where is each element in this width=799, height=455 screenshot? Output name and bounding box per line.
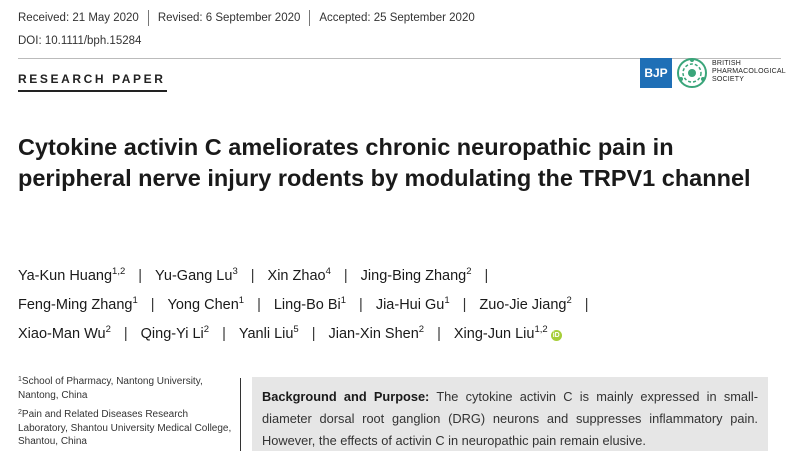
- author-list: [18, 262, 788, 349]
- received-date: Received: 21 May 2020: [18, 12, 139, 24]
- author-separator: |: [311, 326, 316, 342]
- author-name[interactable]: Yu-Gang Lu$^3$: [155, 266, 238, 284]
- author-name[interactable]: Ling-Bo Bi$^1$: [273, 295, 347, 313]
- affiliations: [18, 375, 233, 455]
- author-separator: |: [359, 297, 363, 313]
- author-separator: |: [484, 268, 489, 284]
- author-name[interactable]: Jia-Hui Gu$^1$: [375, 295, 450, 313]
- author-name[interactable]: Feng-Ming Zhang$^1$: [18, 295, 138, 313]
- author-separator: |: [123, 326, 128, 342]
- revised-date: Revised: 6 September 2020: [157, 12, 301, 24]
- author-name[interactable]: Jing-Bing Zhang$^2$: [360, 266, 472, 284]
- author-name[interactable]: Zuo-Jie Jiang$^2$: [479, 295, 572, 313]
- author-separator: |: [138, 268, 143, 284]
- author-separator: |: [257, 297, 261, 313]
- author-separator: |: [150, 297, 155, 313]
- author-name[interactable]: Yong Chen$^1$: [167, 295, 245, 313]
- author-name[interactable]: Qing-Yi Li$^2$: [140, 324, 210, 342]
- journal-logo[interactable]: BJP: [640, 58, 672, 88]
- author-separator: |: [343, 268, 348, 284]
- abstract-heading: Background and Purpose:: [262, 389, 430, 404]
- section-label: RESEARCH PAPER: [18, 72, 166, 86]
- accepted-date: Accepted: 25 September 2020: [319, 12, 475, 24]
- section-underline: [18, 90, 167, 92]
- author-name[interactable]: Yanli Liu$^5$: [238, 324, 299, 342]
- author-name[interactable]: Xing-Jun Liu$^{1,2}$: [453, 324, 548, 342]
- author-separator: |: [584, 297, 589, 313]
- author-name[interactable]: Xiao-Man Wu$^2$: [18, 324, 111, 342]
- author-name[interactable]: Xin Zhao$^4$: [267, 266, 331, 284]
- society-name: BRITISH PHARMACOLOGICAL SOCIETY: [712, 60, 786, 83]
- affiliation-1: $^1$School of Pharmacy, Nantong University, Nantong, China: [18, 376, 203, 401]
- affiliation-2: $^2$Pain and Related Diseases Research Laboratory, Shantou University Medical College, Shantou, China: [18, 409, 232, 447]
- author-separator: |: [222, 326, 226, 342]
- author-separator: |: [462, 297, 467, 313]
- article-dates: [18, 10, 475, 26]
- author-name[interactable]: Jian-Xin Shen$^2$: [328, 324, 425, 342]
- author-name[interactable]: Ya-Kun Huang$^{1,2}$: [18, 266, 126, 284]
- column-divider: [240, 378, 241, 451]
- abstract-text: The cytokine activin C is mainly expressed in small-diameter dorsal root ganglion (DRG) neurons and suppresses inflammatory pain. However, the effects of activin C in neuropathic pain remain elusive.: [262, 389, 758, 448]
- abstract-box: [252, 377, 768, 451]
- date-divider: [309, 10, 310, 26]
- society-logo-icon: [676, 57, 708, 89]
- author-separator: |: [250, 268, 255, 284]
- author-separator: |: [437, 326, 441, 342]
- article-title: Cytokine activin C ameliorates chronic neuropathic pain in peripheral nerve injury rodents by modulating the TRPV1 channel: [18, 134, 751, 191]
- date-divider: [148, 10, 149, 26]
- doi[interactable]: DOI: 10.1111/bph.15284: [18, 35, 142, 47]
- orcid-icon[interactable]: iD: [552, 332, 560, 339]
